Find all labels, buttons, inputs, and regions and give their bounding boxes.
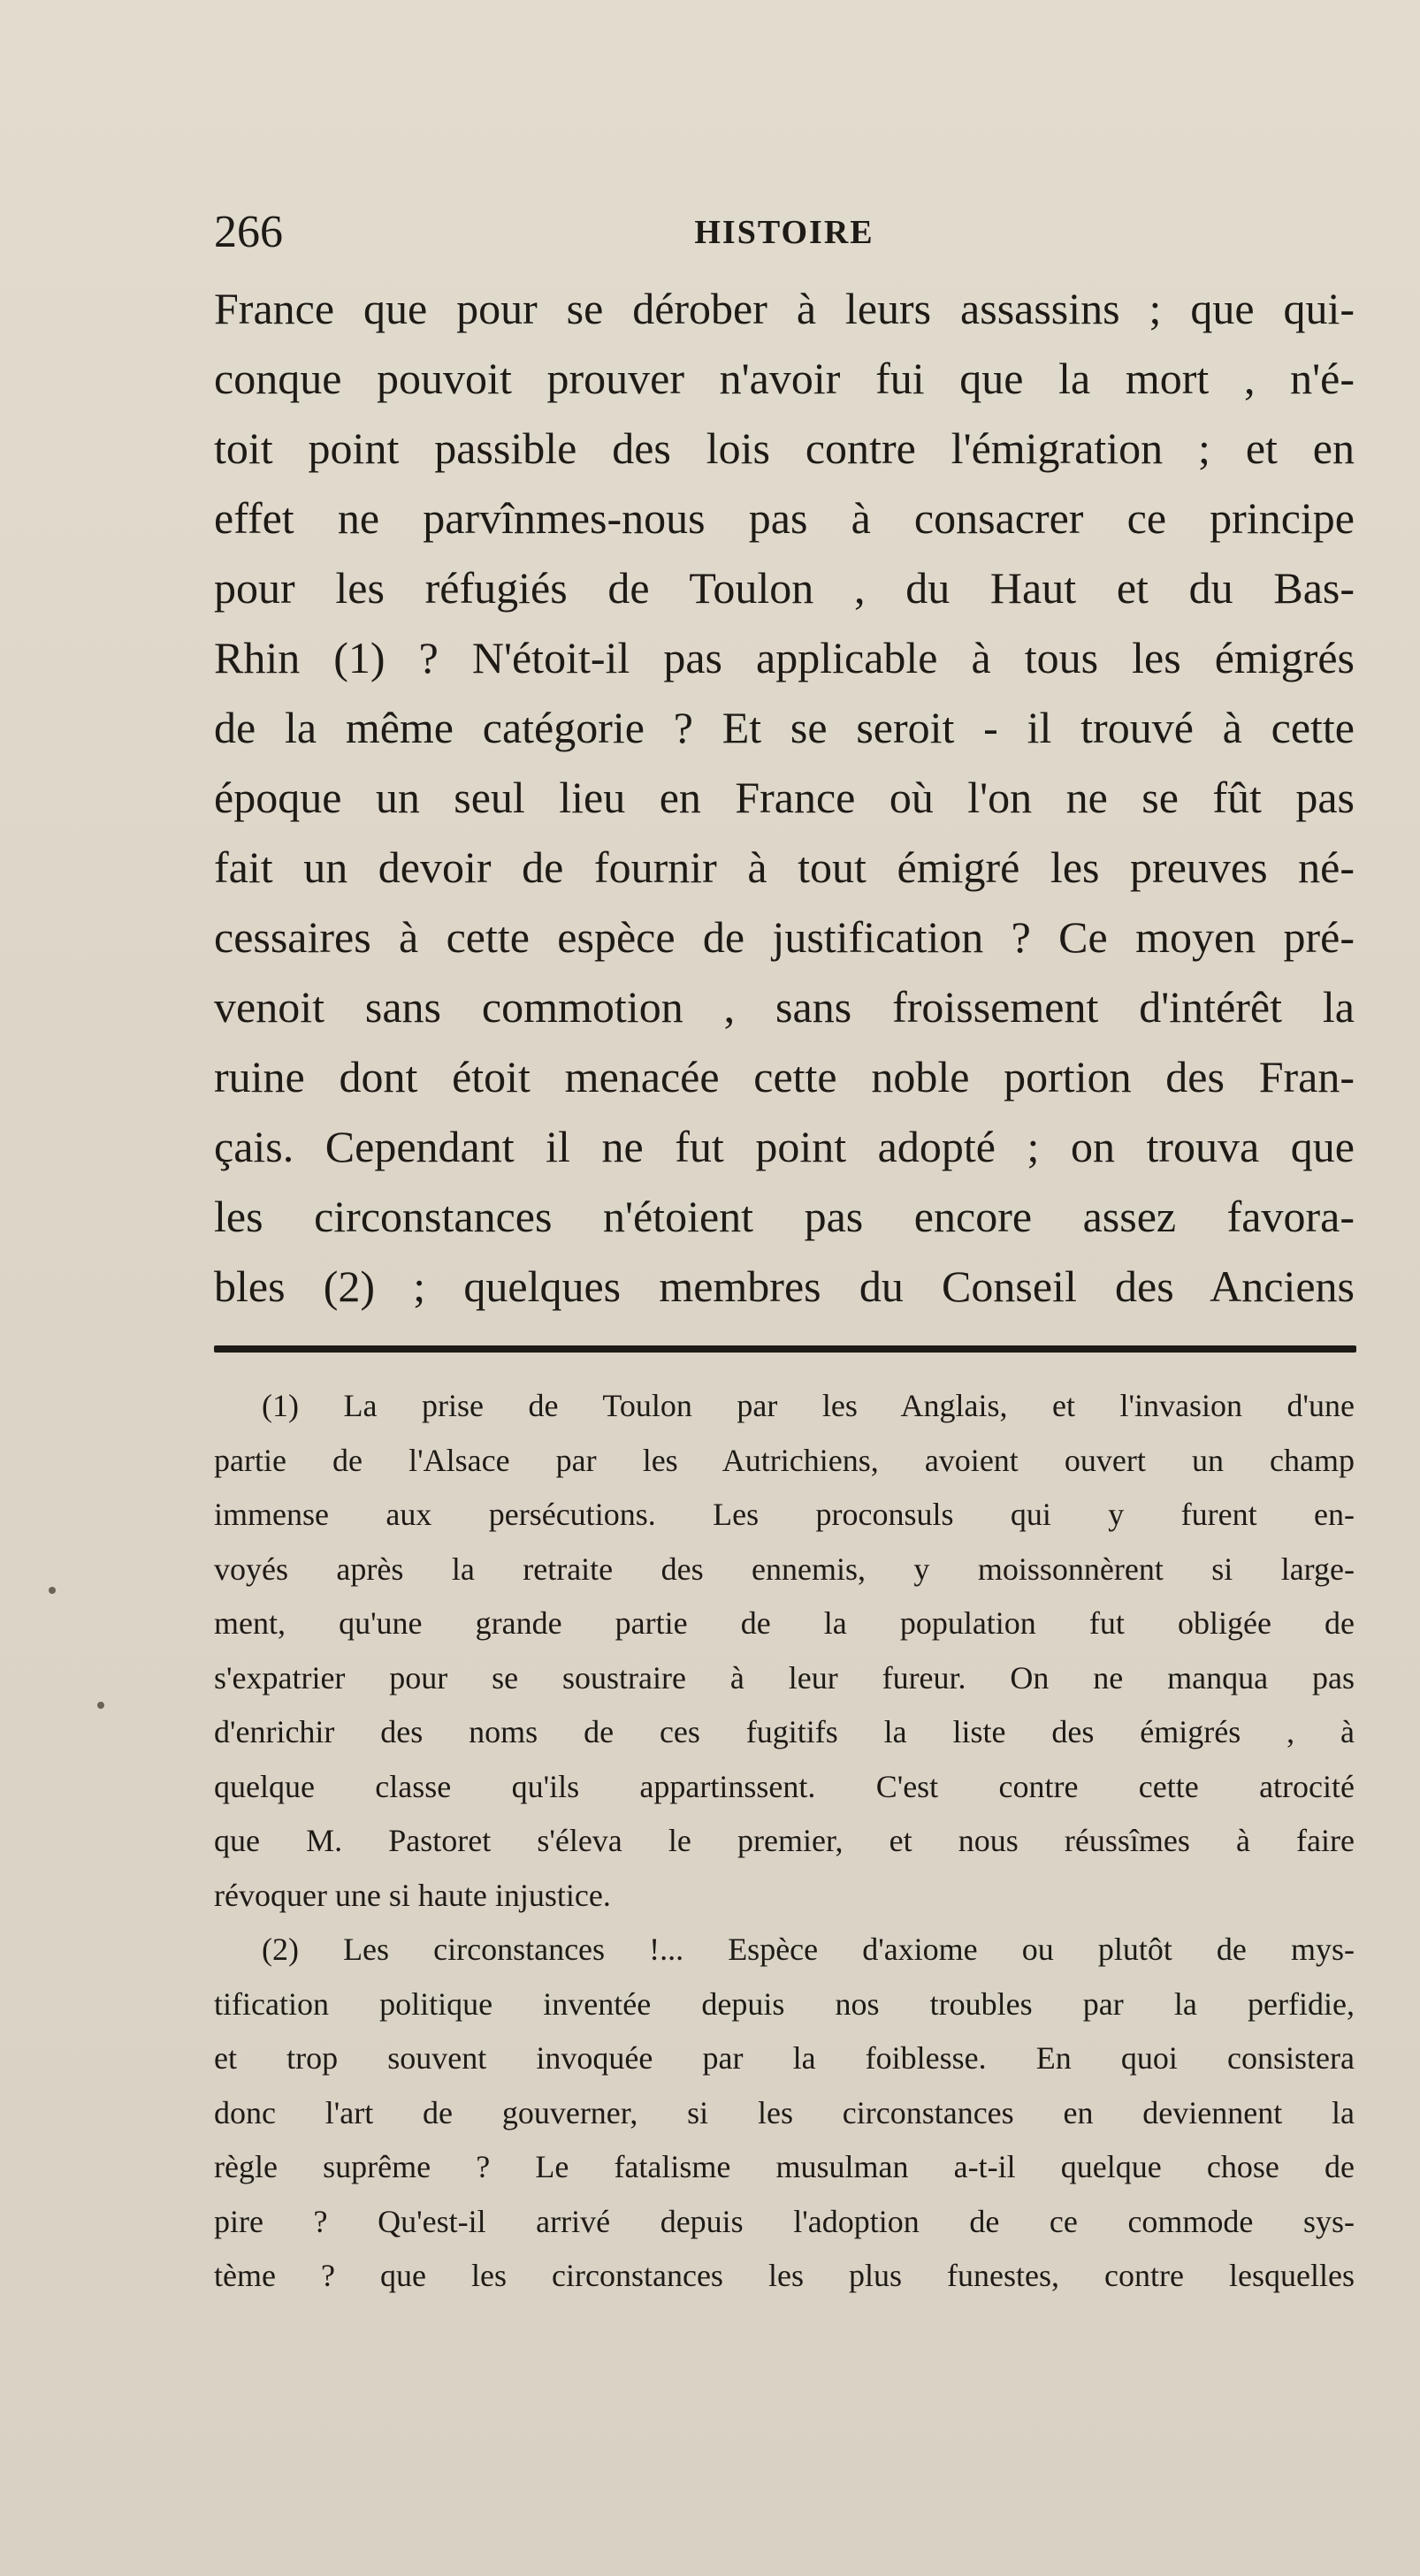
footnote-line: donc l'art de gouverner, si les circonstances en deviennent la bbox=[214, 2094, 1355, 2130]
paper-speck bbox=[97, 1702, 104, 1709]
footnote-line: s'expatrier pour se soustraire à leur fureur. On ne manqua pas bbox=[214, 1659, 1355, 1696]
footnote-line: tème ? que les circonstances les plus funestes, contre lesquelles bbox=[214, 2258, 1355, 2293]
body-line: bles (2) ; quelques membres du Conseil des Anciens bbox=[214, 1261, 1355, 1311]
body-line: toit point passible des lois contre l'émigration ; et en bbox=[214, 423, 1355, 473]
body-line: de la même catégorie ? Et se seroit - il trouvé à cette bbox=[214, 703, 1355, 752]
paper-speck bbox=[49, 1587, 56, 1594]
body-line: fait un devoir de fournir à tout émigré les preuves né- bbox=[214, 842, 1355, 892]
body-line: venoit sans commotion , sans froissement d'intérêt la bbox=[214, 982, 1355, 1032]
footnote-line: quelque classe qu'ils appartinssent. C'est contre cette atrocité bbox=[214, 1768, 1355, 1804]
running-title: HISTOIRE bbox=[694, 214, 874, 251]
footnote-line: règle suprême ? Le fatalisme musulman a-t-il quelque chose de bbox=[214, 2149, 1355, 2184]
body-line: pour les réfugiés de Toulon , du Haut et du Bas- bbox=[214, 563, 1355, 613]
page-number: 266 bbox=[214, 207, 283, 257]
body-line: époque un seul lieu en France où l'on ne se fût pas bbox=[214, 773, 1355, 822]
footnote-line: tification politique inventée depuis nos troubles par la perfidie, bbox=[214, 1985, 1355, 2022]
footnote-rule bbox=[214, 1345, 1356, 1353]
footnote-line: d'enrichir des noms de ces fugitifs la liste des émigrés , à bbox=[214, 1714, 1355, 1749]
footnote-line: immense aux persécutions. Les proconsuls qui y furent en- bbox=[214, 1497, 1355, 1532]
footnote-line: partie de l'Alsace par les Autrichiens, avoient ouvert un champ bbox=[214, 1442, 1355, 1478]
footnote-line: pire ? Qu'est-il arrivé depuis l'adoption de ce commode sys- bbox=[214, 2203, 1355, 2239]
footnote-line: (2) Les circonstances !... Espèce d'axiome ou plutôt de mys- bbox=[262, 1932, 1355, 1967]
body-text bbox=[214, 274, 1355, 1322]
footnote-line: ment, qu'une grande partie de la population fut obligée de bbox=[214, 1605, 1355, 1641]
footnote-line: voyés après la retraite des ennemis, y moissonnèrent si large- bbox=[214, 1551, 1355, 1587]
body-line: ruine dont étoit menacée cette noble portion des Fran- bbox=[214, 1052, 1355, 1101]
body-line: Rhin (1) ? N'étoit-il pas applicable à tous les émigrés bbox=[214, 633, 1355, 682]
footnote-line: (1) La prise de Toulon par les Anglais, et l'invasion d'une bbox=[262, 1388, 1355, 1423]
running-head bbox=[214, 202, 1355, 263]
body-line: les circonstances n'étoient pas encore assez favora- bbox=[214, 1192, 1355, 1241]
body-line: effet ne parvînmes-nous pas à consacrer ce principe bbox=[214, 493, 1355, 543]
body-line: conque pouvoit prouver n'avoir fui que la mort , n'é- bbox=[214, 354, 1355, 403]
body-line: France que pour se dérober à leurs assassins ; que qui- bbox=[214, 284, 1355, 333]
body-line: çais. Cependant il ne fut point adopté ; on trouva que bbox=[214, 1122, 1355, 1171]
footnote-line: et trop souvent invoquée par la foiblesse. En quoi consistera bbox=[214, 2040, 1355, 2076]
footnotes bbox=[214, 1379, 1355, 2304]
footnote-line: que M. Pastoret s'éleva le premier, et nous réussîmes à faire bbox=[214, 1823, 1355, 1858]
body-line: cessaires à cette espèce de justification ? Ce moyen pré- bbox=[214, 912, 1355, 962]
footnote-line: révoquer une si haute injustice. bbox=[214, 1877, 611, 1913]
